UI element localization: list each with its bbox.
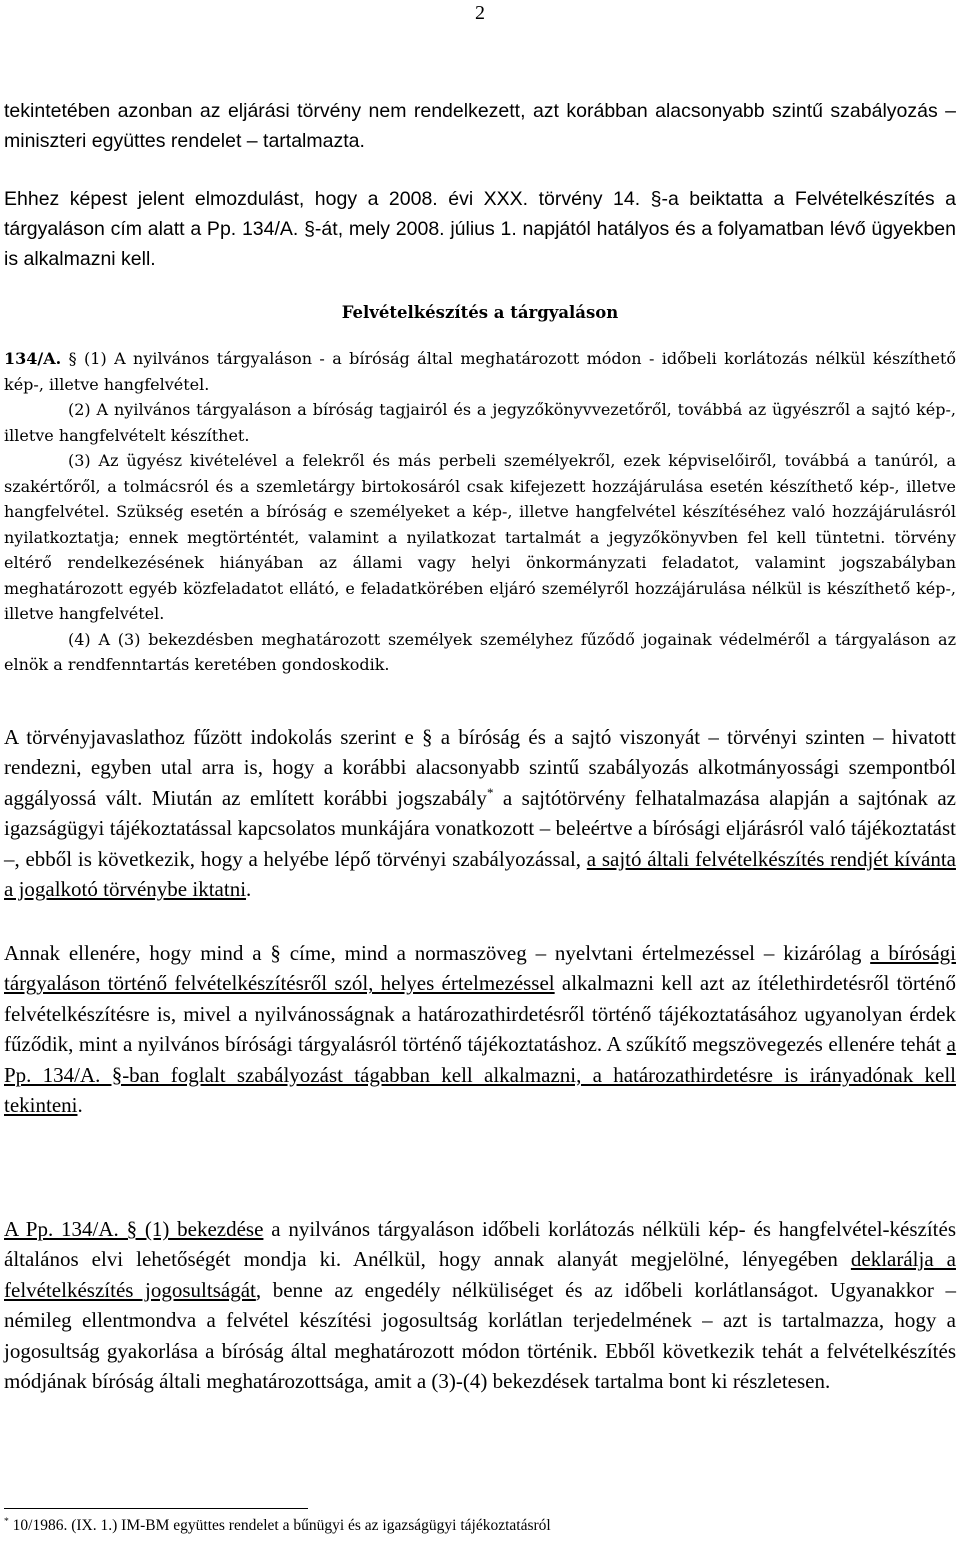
footnote-divider [4, 1508, 308, 1509]
section-ref: 134/A. [4, 349, 62, 368]
law-section-1: 134/A. § (1) A nyilvános tárgyaláson - a bíróság által meghatározott módon - időbeli korlátozás nélkül készíthető kép-, illetve hangfelvétel. [4, 349, 956, 394]
law-section-2: (2) A nyilvános tárgyaláson a bíróság tagjairól és a jegyzőkönyvvezetőről, továbbá az ügyészről a sajtó kép-, illetve hangfelvételt készíthet. [4, 400, 956, 445]
underlined-text: A Pp. 134/A. § (1) bekezdése [4, 1217, 264, 1241]
underlined-text: deklarálja a felvételkészítés jogosultságát [4, 1247, 956, 1302]
underlined-text: a Pp. 134/A. §-ban foglalt szabályozást tágabban kell alkalmazni, a határozathirdetésre is irányadónak kell tekinteni [4, 1032, 956, 1118]
intro-paragraph-1: tekintetében azonban az eljárási törvény nem rendelkezett, azt korábban alacsonyabb szintű szabályozás – miniszteri együttes rendelet – tartalmazta. [4, 100, 956, 152]
page-number: 2 [475, 2, 485, 24]
footnote: * 10/1986. (IX. 1.) IM-BM együttes rendelet a bűnügyi és az igazságügyi tájékoztatásról [4, 1515, 551, 1534]
footnote-ref: * [486, 784, 494, 800]
footnote-mark: * [4, 1515, 9, 1527]
intro-paragraph-2: Ehhez képest jelent elmozdulást, hogy a 2008. évi XXX. törvény 14. §-a beiktatta a Felvételkészítés a tárgyaláson cím alatt a Pp. 134/A. §-át, mely 2008. július 1. napjától hatályos és a folyamatban lévő ügyekben is alkalmazni kell. [4, 188, 956, 270]
law-section-3: (3) Az ügyész kivételével a felekről és más perbeli személyekről, ezek képviselőiről, továbbá a tanúról, a szakértőről, a tolmácsról és a szemletárgy birtokosáról csak kifejezett hozzájárulása esetén készíthető kép-, illetve hangfelvétel. Szükség esetén a bíróság e személyeket a kép-, illetve hangfelvétel készítéséhez való hozzájárulásról nyilatkoztatja; ennek megtörténtét, valamint a nyilatkozat tartalmát a jegyzőkönyvben fel kell tüntetni. törvény eltérő rendelkezésének hiányában az állami vagy helyi önkormányzati feladatot, valamint jogszabályban meghatározott egyéb közfeladatot ellátó, e feladatkörében eljáró személyről hozzájárulása nélkül is készíthető kép-, illetve hangfelvétel. [4, 451, 956, 623]
underlined-text: a sajtó általi felvételkészítés rendjét kívánta a jogalkotó törvénybe iktatni [4, 846, 956, 902]
body-paragraph-1: A törvényjavaslathoz fűzött indokolás szerint e § a bíróság és a sajtó viszonyát – törvényi szinten – hivatott rendezni, egyben utal arra is, hogy a korábbi alacsonyabb szintű szabályozás alkotmányossági szempontból aggályossá vált. Miután az említett korábbi jogszabály* a sajtótörvény felhatalmazása alapján a sajtónak az igazságügyi tájékoztatással kapcsolatos munkájára vonatkozott – beleértve a bírósági eljárásról való tájékoztatást –, ebből is következik, hogy a helyébe lépő törvényi szabályozással, a sajtó általi felvételkészítés rendjét kívánta a jogalkotó törvénybe iktatni. [4, 725, 956, 902]
law-heading: Felvételkészítés a tárgyaláson [341, 303, 619, 322]
underlined-text: a bírósági tárgyaláson történő felvételkészítésről szól, helyes értelmezéssel [4, 941, 956, 996]
law-section-4: (4) A (3) bekezdésben meghatározott személyek személyhez fűződő jogainak védelméről a tárgyaláson az elnök a rendfenntartás keretében gondoskodik. [4, 629, 956, 674]
body-paragraph-3: A Pp. 134/A. § (1) bekezdése a nyilvános tárgyaláson időbeli korlátozás nélküli kép- és hangfelvétel-készítés általános elvi lehetőségét mondja ki. Anélkül, hogy annak alanyát megjelölné, lényegében deklarálja a felvételkészítés jogosultságát, benne az engedély nélküliséget és az időbeli korlátlanságot. Ugyanakkor – némileg ellentmondva a felvétel készítési jogosultság korlátlan terjedelmének – azt is tartalmazza, hogy a jogosultság gyakorlása a bíróság által meghatározott módon történik. Ebből következik tehát a felvételkészítés módjának bíróság általi meghatározottsága, amit a (3)-(4) bekezdések tartalma bont ki részletesen. [4, 1217, 957, 1394]
law-text [4, 346, 956, 678]
body-paragraph-2: Annak ellenére, hogy mind a § címe, mind a normaszöveg – nyelvtani értelmezéssel – kizárólag a bírósági tárgyaláson történő felvételkészítésről szól, helyes értelmezéssel alkalmazni kell azt az ítélethirdetésről történő felvételkészítésre is, mivel a nyilvánosságnak a határozathirdetésről történő tájékoztatásához ugyanolyan érdek fűződik, mint a nyilvános bírósági tárgyalásról történő tájékoztatáshoz. A szűkítő megszövegezés ellenére tehát a Pp. 134/A. §-ban foglalt szabályozást tágabban kell alkalmazni, a határozathirdetésre is irányadónak kell tekinteni. [4, 941, 956, 1118]
